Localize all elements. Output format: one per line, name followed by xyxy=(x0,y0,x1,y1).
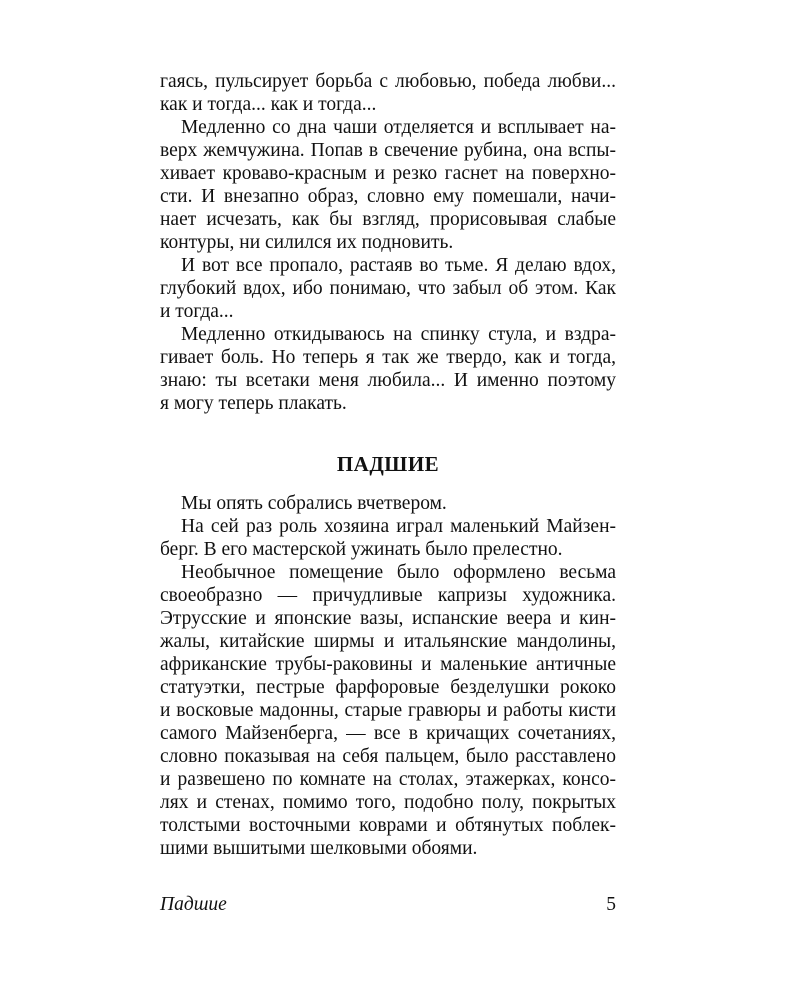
text-line: На сей раз роль хозяина играл маленький Майзен- xyxy=(181,516,616,537)
paragraph-block-2 xyxy=(160,492,616,860)
text-line: И вот все пропало, растаяв во тьме. Я делаю вдох, xyxy=(181,255,616,276)
text-line: африканские трубы-раковины и маленькие античные xyxy=(160,654,616,675)
text-line: нает исчезать, как бы взгляд, прорисовывая слабые xyxy=(160,209,616,230)
text-line: жалы, китайские ширмы и итальянские мандолины, xyxy=(160,631,616,652)
text-line: Этрусские и японские вазы, испанские веера и кин- xyxy=(160,608,616,629)
page-body xyxy=(160,70,616,860)
page-number: 5 xyxy=(606,894,616,915)
running-title: Падшие xyxy=(160,894,227,915)
text-line: хивает кроваво-красным и резко гаснет на поверхно- xyxy=(160,163,616,184)
text-line: гаясь, пульсирует борьба с любовью, победа любви... xyxy=(160,71,616,92)
text-line: берг. В его мастерской ужинать было прелестно. xyxy=(160,539,563,560)
text-line: статуэтки, пестрые фарфоровые безделушки рококо xyxy=(160,677,616,698)
text-line: своеобразно — причудливые капризы художника. xyxy=(160,585,616,606)
text-line: шими вышитыми шелковыми обоями. xyxy=(160,838,478,859)
text-line: Медленно со дна чаши отделяется и всплывает на- xyxy=(181,117,616,138)
text-line: Медленно откидываюсь на спинку стула, и вздра- xyxy=(181,324,616,345)
text-line: и развешено по комнате на столах, этажерках, консо- xyxy=(160,769,616,790)
text-line: глубокий вдох, ибо понимаю, что забыл об этом. Как xyxy=(160,278,616,299)
text-line: лях и стенах, помимо того, подобно полу, покрытых xyxy=(160,792,616,813)
text-line: и тогда... xyxy=(160,301,234,322)
page-footer xyxy=(160,893,616,917)
paragraph-block-1 xyxy=(160,70,616,415)
text-line: контуры, ни силился их подновить. xyxy=(160,232,454,253)
text-line: словно показывая на себя пальцем, было расставлено xyxy=(160,746,616,767)
text-line: Необычное помещение было оформлено весьма xyxy=(181,562,616,583)
text-line: как и тогда... как и тогда... xyxy=(160,94,377,115)
text-line: я могу теперь плакать. xyxy=(160,393,347,414)
chapter-heading: ПАДШИЕ xyxy=(336,452,440,476)
text-line: сти. И внезапно образ, словно ему помешали, начи- xyxy=(160,186,616,207)
text-line: Мы опять собрались вчетвером. xyxy=(181,493,447,514)
text-line: гивает боль. Но теперь я так же твердо, как и тогда, xyxy=(160,347,616,368)
text-line: верх жемчужина. Попав в свечение рубина, она вспы- xyxy=(160,140,616,161)
text-line: толстыми восточными коврами и обтянутых поблек- xyxy=(160,815,616,836)
text-line: самого Майзенберга, — все в кричащих сочетаниях, xyxy=(160,723,616,744)
text-line: знаю: ты всетаки меня любила... И именно поэтому xyxy=(160,370,616,391)
text-line: и восковые мадонны, старые гравюры и работы кисти xyxy=(160,700,616,721)
